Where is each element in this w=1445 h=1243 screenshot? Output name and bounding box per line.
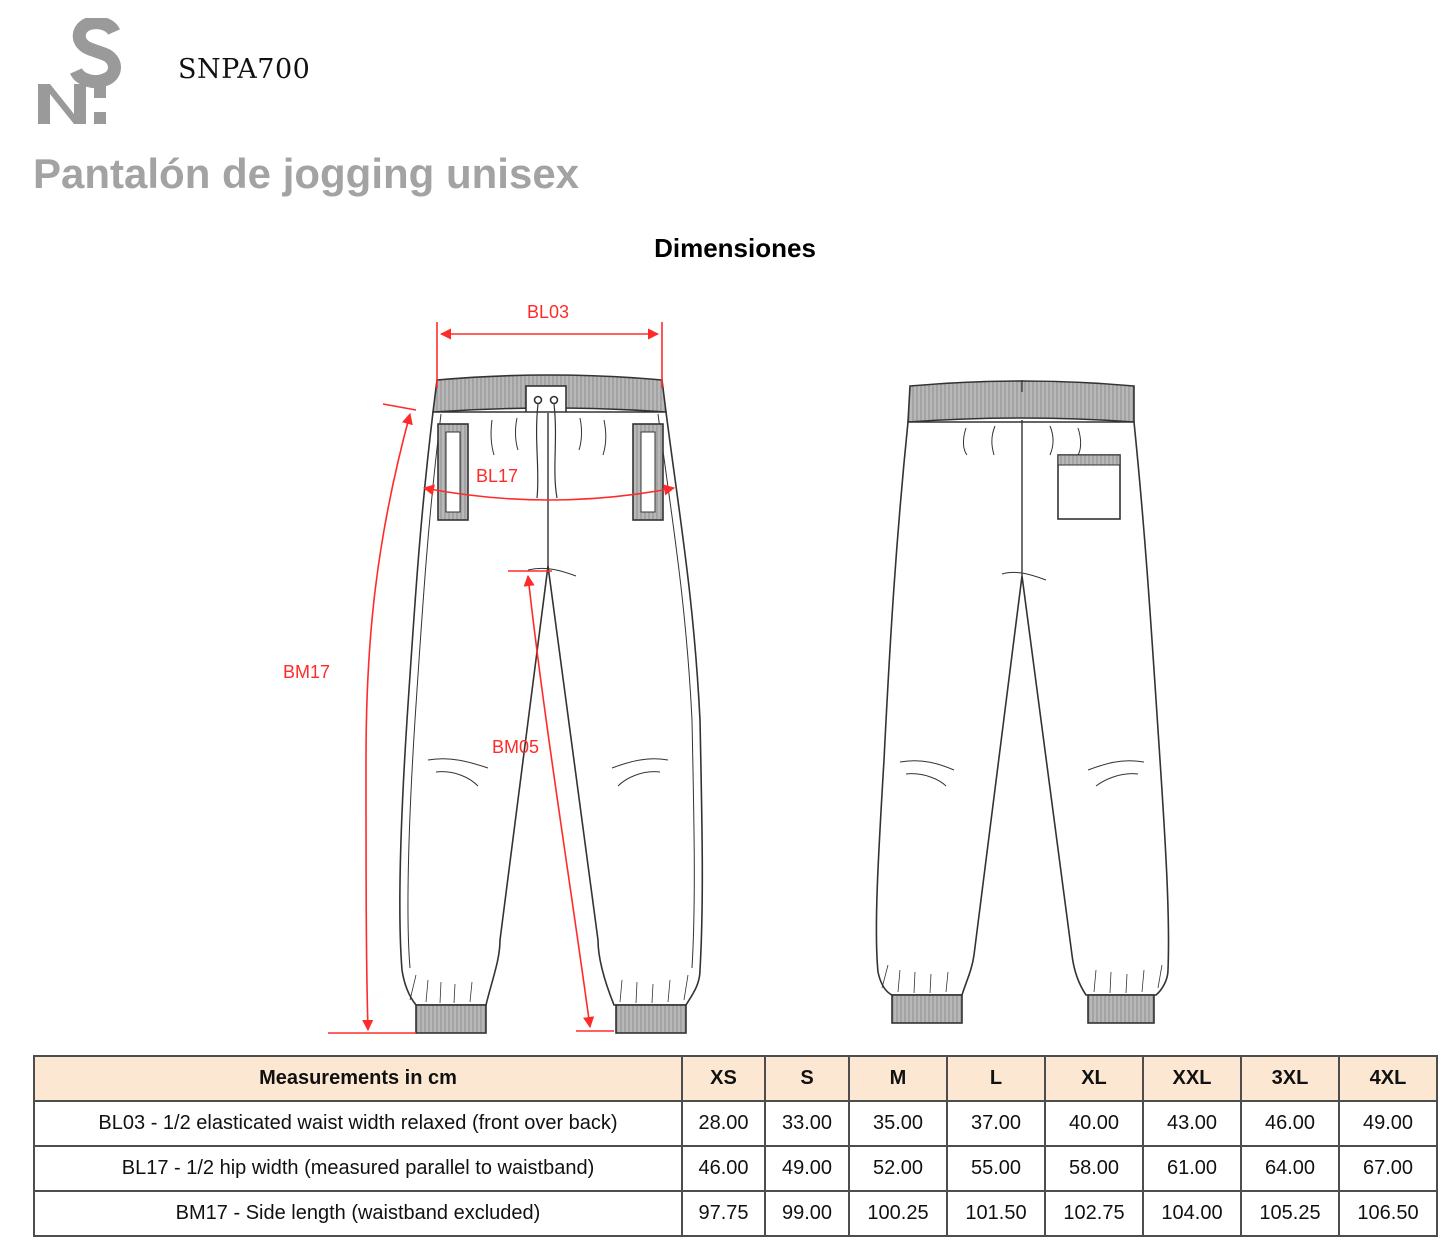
column-header-xl: XL bbox=[1045, 1056, 1143, 1101]
table-cell: 102.75 bbox=[1045, 1191, 1143, 1236]
back-view bbox=[876, 380, 1168, 1023]
table-cell: 33.00 bbox=[765, 1101, 849, 1146]
back-waistband bbox=[908, 381, 1134, 422]
table-cell: 64.00 bbox=[1241, 1146, 1339, 1191]
column-header-xs: XS bbox=[682, 1056, 765, 1101]
table-row bbox=[34, 1191, 1437, 1236]
section-title: Dimensiones bbox=[654, 233, 816, 263]
product-title: Pantalón de jogging unisex bbox=[33, 150, 580, 197]
table-cell: 28.00 bbox=[682, 1101, 765, 1146]
column-header-4xl: 4XL bbox=[1339, 1056, 1437, 1101]
product-code: SNPA700 bbox=[178, 54, 311, 85]
row-label: BM17 - Side length (waistband excluded) bbox=[34, 1191, 682, 1236]
table-cell: 49.00 bbox=[765, 1146, 849, 1191]
label-bl17: BL17 bbox=[476, 466, 519, 486]
table-cell: 100.25 bbox=[849, 1191, 947, 1236]
row-label: BL03 - 1/2 elasticated waist width relaxed (front over back) bbox=[34, 1101, 682, 1146]
table-cell: 97.75 bbox=[682, 1191, 765, 1236]
table-cell: 101.50 bbox=[947, 1191, 1045, 1236]
table-cell: 46.00 bbox=[682, 1146, 765, 1191]
table-cell: 37.00 bbox=[947, 1101, 1045, 1146]
table-cell: 105.25 bbox=[1241, 1191, 1339, 1236]
label-bm17: BM17 bbox=[283, 662, 331, 682]
table-cell: 99.00 bbox=[765, 1191, 849, 1236]
table-cell: 43.00 bbox=[1143, 1101, 1241, 1146]
label-bl03: BL03 bbox=[527, 302, 570, 322]
side-length-top-tick bbox=[383, 404, 416, 410]
table-cell: 46.00 bbox=[1241, 1101, 1339, 1146]
table-cell: 67.00 bbox=[1339, 1146, 1437, 1191]
column-header-m: M bbox=[849, 1056, 947, 1101]
table-cell: 49.00 bbox=[1339, 1101, 1437, 1146]
front-cuff-right bbox=[616, 1005, 686, 1033]
table-row bbox=[34, 1101, 1437, 1146]
table-row bbox=[34, 1146, 1437, 1191]
table-cell: 104.00 bbox=[1143, 1191, 1241, 1236]
label-bm05: BM05 bbox=[492, 737, 540, 757]
column-header-xxl: XXL bbox=[1143, 1056, 1241, 1101]
table-cell: 52.00 bbox=[849, 1146, 947, 1191]
table-cell: 55.00 bbox=[947, 1146, 1045, 1191]
back-cuff-left bbox=[892, 995, 962, 1023]
size-chart-table bbox=[33, 1055, 1438, 1237]
front-view bbox=[400, 375, 702, 1033]
row-label: BL17 - 1/2 hip width (measured parallel to waistband) bbox=[34, 1146, 682, 1191]
table-cell: 61.00 bbox=[1143, 1146, 1241, 1191]
column-header-l: L bbox=[947, 1056, 1045, 1101]
column-header: Measurements in cm bbox=[34, 1056, 682, 1101]
column-header-s: S bbox=[765, 1056, 849, 1101]
back-cuff-right bbox=[1088, 995, 1154, 1023]
table-cell: 40.00 bbox=[1045, 1101, 1143, 1146]
drawcord-eyelet-panel bbox=[526, 386, 566, 413]
front-cuff-left bbox=[416, 1005, 486, 1033]
column-header-3xl: 3XL bbox=[1241, 1056, 1339, 1101]
table-cell: 106.50 bbox=[1339, 1191, 1437, 1236]
table-header-row bbox=[34, 1056, 1437, 1101]
table-cell: 58.00 bbox=[1045, 1146, 1143, 1191]
table-cell: 35.00 bbox=[849, 1101, 947, 1146]
